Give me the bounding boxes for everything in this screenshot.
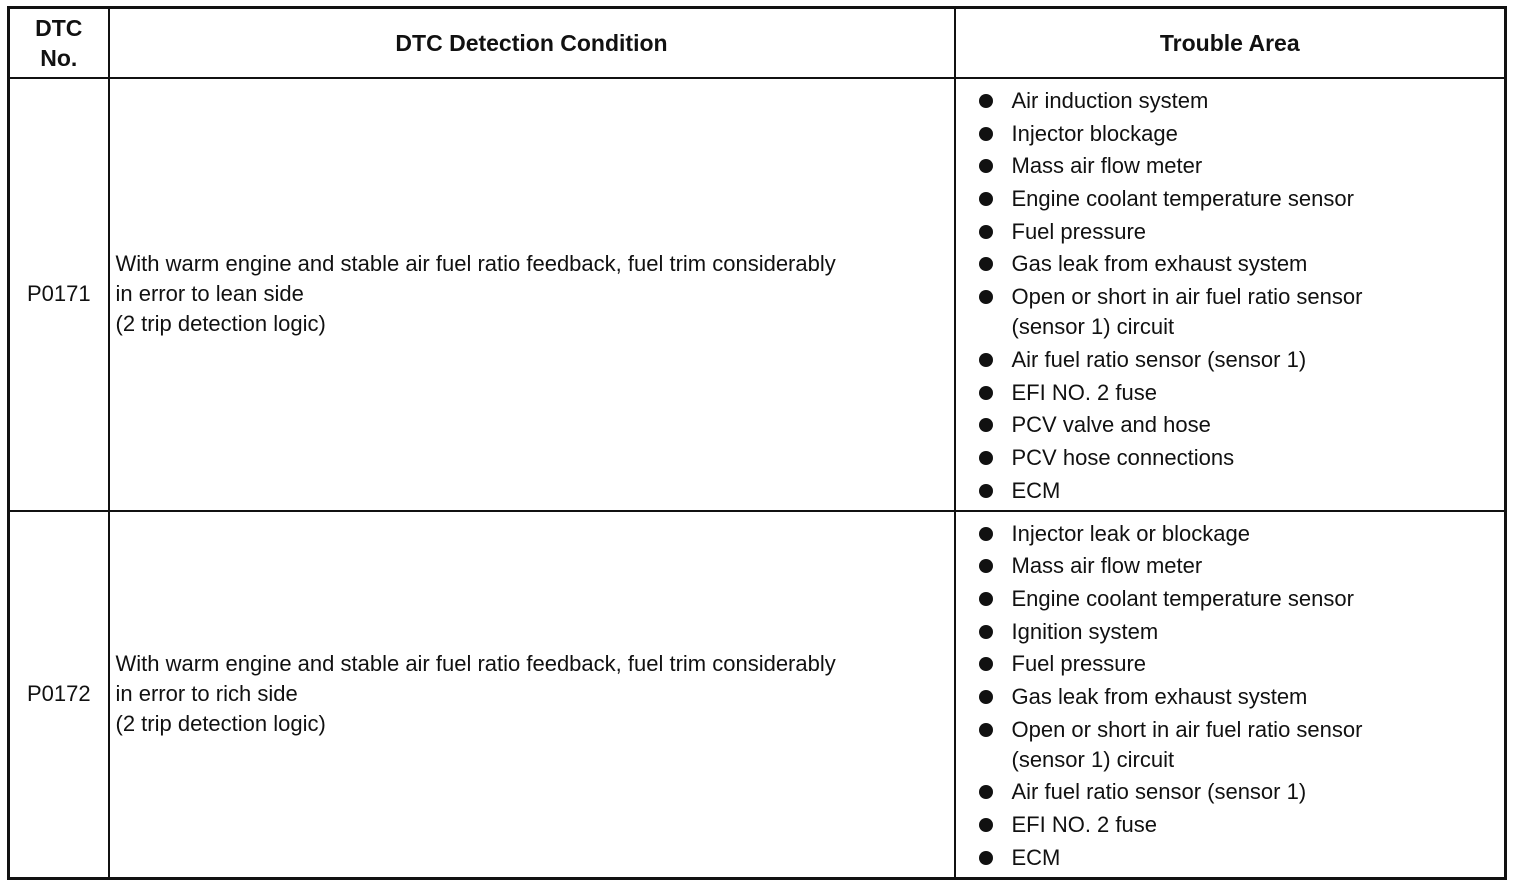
list-item [978, 777, 1505, 807]
list-item [978, 476, 1505, 506]
list-item [978, 151, 1505, 181]
trouble-area-text [1012, 584, 1354, 614]
bullet-icon [978, 519, 1012, 549]
trouble-area-line: Mass air flow meter [1011, 153, 1203, 179]
bullet-icon [978, 217, 1012, 247]
bullet-icon [978, 843, 1012, 873]
list-item [978, 86, 1505, 116]
detection-condition-cell [109, 511, 955, 879]
bullet-icon [978, 378, 1012, 408]
dtc-code-cell: P0172 [9, 511, 109, 879]
bullet-icon [978, 810, 1012, 840]
trouble-area-line: Ignition system [1011, 618, 1159, 644]
condition-line: in error to lean side [115, 281, 304, 307]
list-item [978, 551, 1505, 581]
list-item [978, 584, 1505, 614]
header-dtc-no-line1: DTC [35, 15, 83, 41]
header-row [9, 8, 1506, 79]
trouble-area-line: ECM [1011, 844, 1061, 870]
dtc-code-cell: P0171 [9, 78, 109, 511]
list-item [978, 810, 1505, 840]
bullet-icon [978, 715, 1012, 775]
condition-line: in error to rich side [115, 681, 298, 707]
trouble-area-line: Open or short in air fuel ratio sensor [1011, 284, 1363, 310]
trouble-area-text [1012, 810, 1158, 840]
list-item [978, 217, 1505, 247]
trouble-area-line: ECM [1011, 477, 1061, 503]
trouble-area-line: (sensor 1) circuit [1011, 746, 1175, 772]
bullet-icon [978, 345, 1012, 375]
trouble-area-text [1012, 476, 1061, 506]
bullet-icon [978, 151, 1012, 181]
trouble-area-cell [955, 78, 1506, 511]
trouble-area-text [1012, 777, 1307, 807]
list-item [978, 715, 1505, 775]
list-item [978, 184, 1505, 214]
condition-line: With warm engine and stable air fuel ratio feedback, fuel trim considerably [115, 251, 836, 277]
list-item [978, 649, 1505, 679]
table-body [9, 78, 1506, 878]
trouble-area-line: Open or short in air fuel ratio sensor [1011, 716, 1363, 742]
trouble-area-text [1012, 119, 1178, 149]
condition-line: (2 trip detection logic) [115, 311, 326, 337]
bullet-icon [978, 86, 1012, 116]
trouble-area-line: Injector leak or blockage [1011, 520, 1250, 546]
trouble-area-text [1012, 184, 1354, 214]
trouble-area-text [1012, 378, 1158, 408]
bullet-icon [978, 584, 1012, 614]
trouble-area-line: Fuel pressure [1011, 218, 1147, 244]
list-item [978, 519, 1505, 549]
list-item [978, 682, 1505, 712]
condition-line: With warm engine and stable air fuel ratio feedback, fuel trim considerably [115, 651, 836, 677]
trouble-area-line: PCV valve and hose [1011, 412, 1211, 438]
trouble-area-cell [955, 511, 1506, 879]
condition-line: (2 trip detection logic) [115, 711, 326, 737]
list-item [978, 282, 1505, 342]
trouble-area-list [978, 86, 1505, 506]
list-item [978, 617, 1505, 647]
bullet-icon [978, 119, 1012, 149]
bullet-icon [978, 282, 1012, 342]
bullet-icon [978, 184, 1012, 214]
trouble-area-text [1012, 551, 1203, 581]
bullet-icon [978, 682, 1012, 712]
trouble-area-line: (sensor 1) circuit [1011, 314, 1175, 340]
trouble-area-text [1012, 282, 1363, 342]
trouble-area-line: Air induction system [1011, 88, 1209, 113]
trouble-area-line: Gas leak from exhaust system [1011, 684, 1308, 709]
list-item [978, 345, 1505, 375]
list-item [978, 410, 1505, 440]
trouble-area-text [1012, 649, 1147, 679]
trouble-area-text [1012, 151, 1203, 181]
trouble-area-text [1012, 217, 1147, 247]
bullet-icon [978, 649, 1012, 679]
trouble-area-text [1012, 715, 1363, 775]
trouble-area-text [1012, 410, 1211, 440]
trouble-area-text [1012, 617, 1159, 647]
dtc-table [7, 6, 1507, 880]
trouble-area-text [1012, 345, 1307, 375]
list-item [978, 843, 1505, 873]
table-row [9, 511, 1506, 879]
trouble-area-line: Injector blockage [1011, 120, 1178, 146]
trouble-area-line: Engine coolant temperature sensor [1011, 186, 1354, 212]
header-dtc-no-line2: No. [40, 45, 78, 71]
trouble-area-line: Gas leak from exhaust system [1011, 251, 1308, 277]
list-item [978, 443, 1505, 473]
trouble-area-text [1012, 682, 1308, 712]
trouble-area-list [978, 519, 1505, 873]
trouble-area-text [1012, 86, 1209, 116]
trouble-area-text [1012, 843, 1061, 873]
trouble-area-text [1012, 519, 1250, 549]
table-row [9, 78, 1506, 511]
trouble-area-line: Engine coolant temperature sensor [1011, 585, 1354, 611]
bullet-icon [978, 476, 1012, 506]
detection-condition-cell [109, 78, 955, 511]
trouble-area-line: EFI NO. 2 fuse [1011, 379, 1157, 405]
trouble-area-line: PCV hose connections [1011, 444, 1235, 470]
trouble-area-line: Air fuel ratio sensor (sensor 1) [1011, 346, 1307, 372]
trouble-area-line: Air fuel ratio sensor (sensor 1) [1011, 779, 1307, 805]
trouble-area-line: Fuel pressure [1011, 651, 1147, 677]
bullet-icon [978, 617, 1012, 647]
trouble-area-text [1012, 249, 1308, 279]
list-item [978, 119, 1505, 149]
bullet-icon [978, 551, 1012, 581]
header-detection-condition: DTC Detection Condition [109, 8, 955, 79]
trouble-area-line: EFI NO. 2 fuse [1011, 812, 1157, 838]
header-dtc-no [9, 8, 109, 79]
bullet-icon [978, 249, 1012, 279]
table-header [9, 8, 1506, 79]
list-item [978, 249, 1505, 279]
bullet-icon [978, 777, 1012, 807]
trouble-area-text [1012, 443, 1235, 473]
bullet-icon [978, 443, 1012, 473]
trouble-area-line: Mass air flow meter [1011, 553, 1203, 579]
list-item [978, 378, 1505, 408]
header-trouble-area: Trouble Area [955, 8, 1506, 79]
bullet-icon [978, 410, 1012, 440]
